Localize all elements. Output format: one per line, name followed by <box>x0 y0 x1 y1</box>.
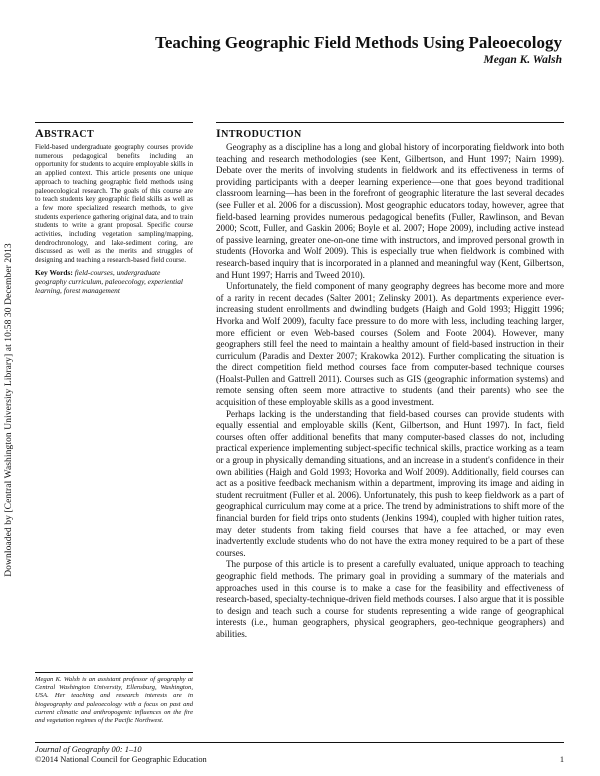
header-rule-right <box>216 122 564 123</box>
intro-paragraph: Geography as a discipline has a long and global history of incorporating fieldwork into both teaching and research methodologies (see Kent, Gilbertson, and Hunt 1997; Nairn 1999). Debate over the merits of involving students in fieldwork and its effectiveness in terms of providing participants with a deeper learning experience—one that goes beyond traditional classroom learning—has been in the forefront of geographic literature the last several decades (see Fuller et al. 2006 for a discussion). Most geographic educators today, however, agree that field-based learning provides numerous pedagogical benefits (Fuller, Rawlinson, and Bevan 2000; Scott, Fuller, and Gaskin 2006; Boyle et al. 2007; Hope 2009), including active instead of passive learning, greater one-on-one time with instructors, and improved personal growth in students (Hovorka and Wolf 2009). This is especially true when fieldwork is combined with research-based inquiry that is incorporated in a planned and meaningful way (Kent, Gilbertson, and Hunt 1997; Harris and Tweed 2010). <box>216 142 564 280</box>
bio-rule <box>35 672 193 673</box>
article-author: Megan K. Walsh <box>483 54 562 66</box>
article-title: Teaching Geographic Field Methods Using Paleoecology <box>155 33 562 52</box>
header-rule-left <box>35 122 193 123</box>
intro-paragraph: Unfortunately, the field component of many geography degrees has become more and more of a rarity in recent decades (Salter 2001; Zelinsky 2001). As departments experience ever-increasing student enrollments and dwindling budgets (Haigh and Gold 1993; Higgitt 1996; Hvorka and Wolf 2009), faculty face pressure to do more with less, including teaching larger, more efficient or even Web-based courses (Solem and Foote 2004). However, many geographers still feel the need to maintain a healthy amount of field-based instruction in their curriculum (Paradis and Dexter 2007; Krakowka 2012). Further complicating the situation is the direct competition field method courses face from computer-based technique courses (Hoalst-Pullen and Gattrell 2011). Courses such as GIS (geographic information systems) and remote sensing often seem more attractive to students (and their parents) who see the acquisition of these employable skills as a good investment. <box>216 281 564 408</box>
journal-citation: Journal of Geography 00: 1–10 <box>35 745 142 754</box>
footer-rule <box>35 742 564 743</box>
download-stamp-text: Downloaded by [Central Washington University Library] at 10:58 30 December 2013 <box>4 243 14 577</box>
abstract-text: Field-based undergraduate geography courses provide numerous pedagogical benefits including an opportunity for students to acquire employable skills in an applied context. This article presents one unique approach to teaching geographic field methods using paleoecological research. The goals of this course are to teach students key geographic field skills as well as a few more specialized research methods, to give students experience gathering original data, and to train students to write a grant proposal. Specific course activities, including vegetation sampling/mapping, dendrochronology, and lake-sediment coring, are discussed as well as the merits and struggles of designing and teaching a research-based field course. <box>35 143 193 265</box>
copyright-line: ©2014 National Council for Geographic Education <box>35 755 207 764</box>
download-stamp <box>2 200 16 620</box>
introduction-body <box>216 142 564 641</box>
introduction-section <box>216 126 564 641</box>
author-bio-text: Megan K. Walsh is an assistant professor of geography at Central Washington University, Ellensburg, Washington, USA. Her teaching and research interests are in biogeography and paleoecology with a focus on past and current climatic and anthropogenic influences on the fire and vegetation regimes of the Pacific Northwest. <box>35 676 193 725</box>
intro-paragraph: The purpose of this article is to present a carefully evaluated, unique approach to teaching geographic field methods. The primary goal in providing a summary of the materials and approaches used in this course is to make a case for the feasibility and effectiveness of research-based, specialty-technique-driven field methods courses. I also argue that it is possible to design and teach such a course for students representing a wide range of geographical interests (i.e., human geographers, physical geographers, geo-technique geographers) and abilities. <box>216 559 564 639</box>
keywords-section <box>35 268 193 296</box>
introduction-heading: INTRODUCTION <box>216 126 302 140</box>
intro-paragraph: Perhaps lacking is the understanding that field-based courses can provide students with equally essential and employable skills (Kent, Gilbertson, and Hunt 1997). In fact, field courses often offer additional benefits that many computer-based classes do not, including practical experience implementing subject-specific technical skills, practice working as a team or a group in physically demanding situations, and an increase in a student's confidence in their own abilities (Haigh and Gold 1993; Hovorka and Wolf 2009). Additionally, field courses can act as a positive feedback mechanism within a department, improving its image and aiding in student recruitment (Fuller et al. 2006). Unfortunately, this push to keep fieldwork as a part of geographical curriculum may come at a price. The trend by administrations to shift more of the financial burden for field trips onto students (Jenkins 1994), coupled with higher tuition rates, may deter students from taking field courses that have a fee attached, or may even inadvertently exclude students who do not have the extra money required to be a part of these courses. <box>216 408 564 558</box>
abstract-section <box>35 126 193 265</box>
page-footer <box>35 745 564 765</box>
abstract-heading: ABSTRACT <box>35 126 95 140</box>
author-bio <box>35 676 193 725</box>
page-number: 1 <box>559 755 564 764</box>
keywords: Key Words: field-courses, undergraduate geography curriculum, paleoecology, experiential learning, forest management <box>35 268 183 296</box>
